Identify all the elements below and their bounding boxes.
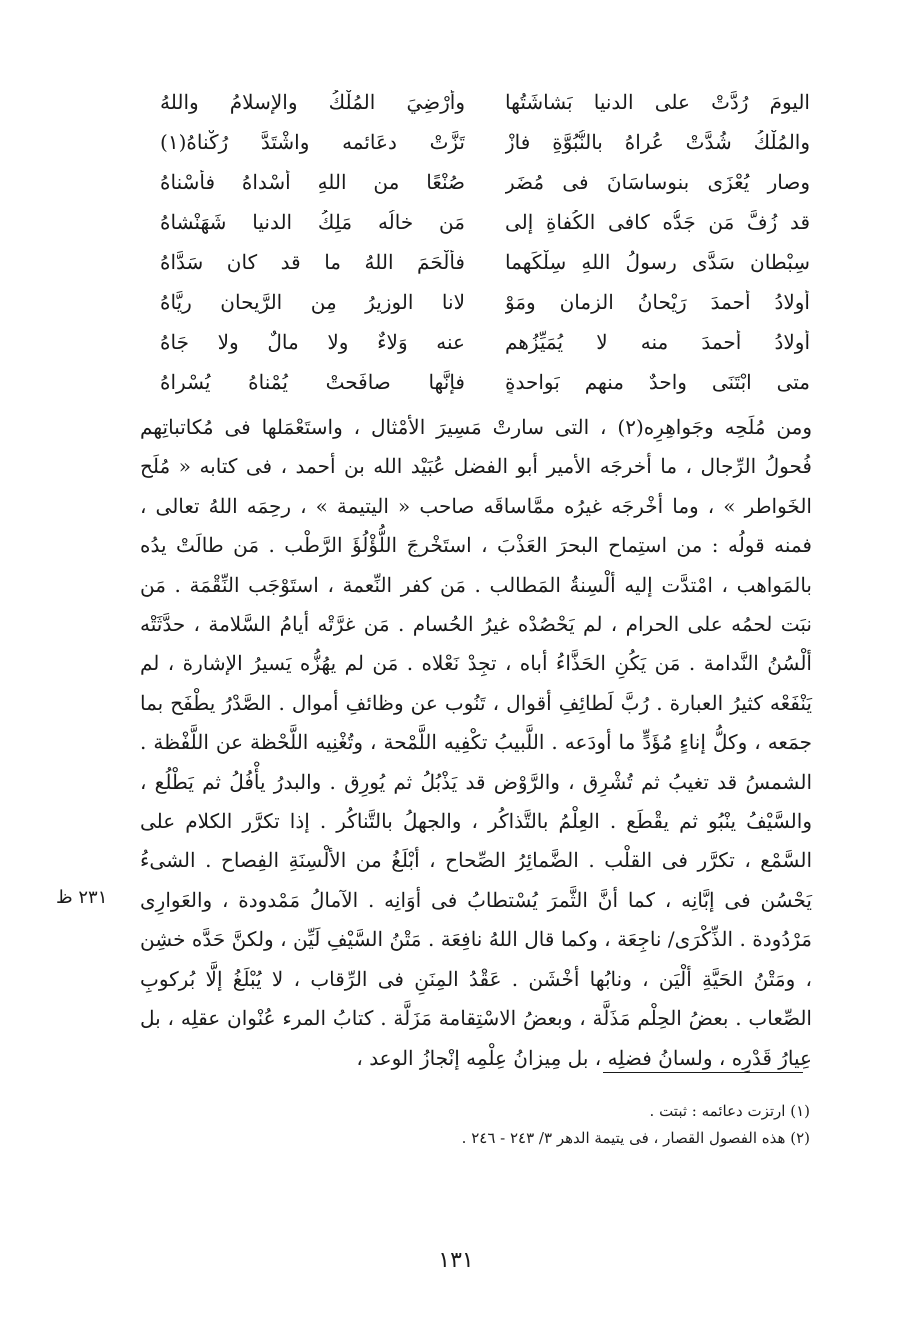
footnote-divider [603, 1072, 803, 1073]
poem-first-hemistich: سِبْطان سَدَّى رسولُ اللهِ سِلْكَهما [505, 250, 810, 274]
poem-line [160, 322, 810, 362]
manuscript-folio-marker: ٢٣١ ظ [56, 887, 108, 908]
poem-second-hemistich: مَن خالُه مَلِكُ الدنيا شَهَنْشاهُ [160, 210, 465, 234]
poem-line [160, 202, 810, 242]
poem-second-hemistich: صُنْعًا من اللهِ أَسْداهُ فأَسْناهُ [160, 170, 465, 194]
poem-second-hemistich: تَزَّتْ دعَائمه واشْتَدَّ رُكْناهُ(١) [160, 130, 465, 154]
prose-paragraph: ومن مُلَحِه وجَواهِرِه(٢) ، التى سارتْ مَسِيرَ الأمْثال ، واستَعْمَلها فى مُكاتباتِهم فُحولُ الرِّجال ، ما أخرجَه الأمير أبو الفضل عُبَيْد الله بن أحمد ، فى كتابه « مُلَح الخَواطر » ، وما أخْرجَه غيرُه ممَّاساقَه صاحب « اليتيمة » ، رحِمَه اللهُ تعالى ، فمنه قولُه : من استِماح البحرَ العَذْبَ ، استَخْرجَ اللُّؤْلُؤَ الرَّطْب . مَن طالَتْ يدُه بالمَواهب ، امْتدَّت إليه ألْسِنةُ المَطالب . مَن كفر النِّعمة ، استَوْجَب النِّقْمَة . مَن نبَت لحمُه على الحرام ، لم يَحْصُدْه غيرُ الحُسام . مَن غرَّتْه أيامُ السَّلامة ، حدَّثَتْه ألْسُنُ النَّدامة . مَن يَكُنِ الحَذَّاءُ أباه ، تجِدْ نَعْلاه . مَن لم يهُزُّه يَسيرُ الإشارة ، لم يَنْفَعْه كثيرُ العبارة . رُبَّ لَطائِفِ أقوال ، تَنُوب عن وظائفِ أموال . الصَّدْرُ يطْفَح بما جمَعه ، وكلُّ إناءٍ مُؤَدٍّ ما أودَعه . اللَّبيبُ تكْفِيه اللَّمْحة ، وتُغْنِيه اللَّحْظة عن اللَّفْظة . الشمسُ قد تغيبُ ثم تُشْرِق ، والرَّوْض قد يَذْبُلُ ثم يُورِق . والبدرُ يأْفُلُ ثم يَطْلُع ، والسَّيْفُ ينْبُو ثم يقْطَع . العِلْمُ بالتَّذاكُر ، والجهلُ بالتَّناكُر . إذا تكرَّر الكلام على السَّمْع ، تكرَّر فى القلْب . الضَّمائِرُ الصِّحاح ، أبْلَغُ من الألْسِنَةِ الفِصاح . الشىءُ يَحْسُن فى إبَّانِه ، كما أنَّ الثَّمرَ يُسْتطابُ فى أوَانِه . الآمالُ مَمْدودة ، والعَوارِى مَرْدُودة . الذِّكْرَى/ ناجِعَة ، وكما قال اللهُ نافِعَة . مَتْنُ السَّيْفِ لَيِّن ، ولكنَّ حَدَّه خشِن ، ومَتْنُ الحَيَّةِ ألْيَن ، ونابُها أخْشَن . عَقْدُ المِنَنِ فى الرِّقاب ، لا يُبْلَغُ إلَّا بُركوبِ الصِّعاب . بعضُ الحِلْم مَذَلَّة ، وبعضُ الاسْتِقامة مَزَلَّة . كتابُ المرء عُنْوان عقلِه ، بل عِيارُ قَدْرِه ، ولسانُ فضلِه ، بل مِيزانُ عِلْمِه إنْجازُ الوعد ، [140, 415, 813, 1070]
poem-second-hemistich: لانا الوزيرُ مِن الرَّيحانِ ريَّاهُ [160, 290, 465, 314]
poem-line [160, 162, 810, 202]
poem-first-hemistich: متى ابْتَنَى واحدٌ منهم بَواحدةٍ [505, 370, 810, 394]
poem-line [160, 122, 810, 162]
poem-first-hemistich: أولادُ أحمدَ منه لا يُمَيِّزُهم [505, 330, 810, 354]
footnote: (١) ارتزت دعائمه : ثبتت . [649, 1102, 810, 1120]
poem-first-hemistich: قد زُفَّ مَن جَدُّه كافى الكُفاةِ إلى [505, 210, 810, 234]
poem-second-hemistich: فأَلْحَمَ اللهُ ما قد كان سَدَّاهُ [160, 250, 465, 274]
poem-line [160, 242, 810, 282]
page-number: ١٣١ [438, 1248, 474, 1273]
footnote: (٢) هذه الفصول القصار ، فى يتيمة الدهر ٣/ ٢٤٣ - ٢٤٦ . [461, 1129, 810, 1147]
poem-first-hemistich: أولادُ أحمدَ رَيْحانُ الزمان ومَوْ [505, 290, 810, 314]
poem-line [160, 362, 810, 402]
poem-second-hemistich: وأُرْضِيَ المُلْكُ والإسلامُ واللهُ [160, 90, 465, 114]
footnotes [300, 1098, 810, 1152]
poem-first-hemistich: والمُلْكُ شُدَّتْ عُراهُ بالنُّبُوَّةِ فازْ [505, 130, 810, 154]
poem-first-hemistich: وصار يُعْزَى بنوساسَانَ فى مُضَرٍ [505, 170, 810, 194]
poem-line [160, 82, 810, 122]
poem-line [160, 282, 810, 322]
poem-second-hemistich: عنه وَلاءٌ ولا مالٌ ولا جَاهُ [160, 330, 465, 354]
poem-first-hemistich: اليومَ رُدَّتْ على الدنيا بَشاشَتُها [505, 90, 810, 114]
poem-second-hemistich: فإنَّها صافَحتْ يُمْناهُ يُسْراهُ [160, 370, 465, 394]
poem [160, 82, 810, 402]
